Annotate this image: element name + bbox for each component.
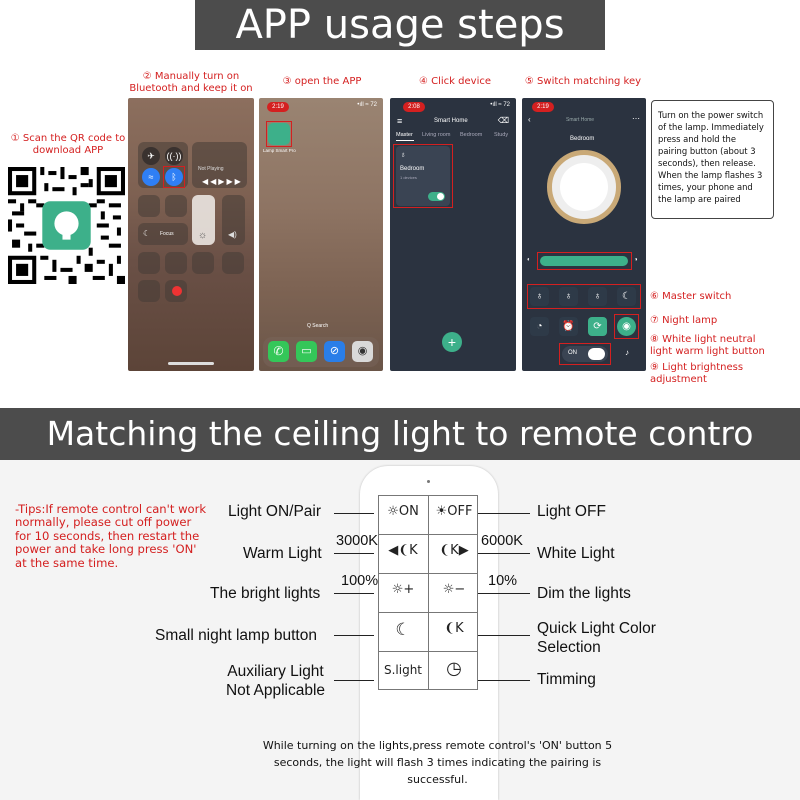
leader-light-off: [478, 513, 530, 514]
brightness-min-icon: ◐: [527, 257, 531, 263]
status-icons: •ıll ≈ 72: [357, 102, 377, 108]
cycle-button[interactable]: ⟳: [588, 317, 607, 336]
remote-off-button[interactable]: ☀OFF: [435, 504, 473, 519]
brightness-max-icon: ◑: [634, 257, 638, 263]
remote-white-button[interactable]: ❨K▶: [439, 543, 469, 558]
app-name: Lamp Smart Pro: [263, 148, 296, 153]
step1-label: ① Scan the QR code to download APP: [10, 133, 126, 156]
label-white-light: White Light: [537, 545, 615, 562]
status-icons: •ıll ≈ 72: [490, 102, 510, 108]
tag-6000k: 6000K: [481, 533, 523, 549]
phone-app-icon[interactable]: ✆: [268, 341, 289, 362]
label-color-selection: Quick Light Color Selection: [537, 620, 656, 656]
cellular-toggle[interactable]: ((·)): [165, 147, 183, 165]
home-indicator: [168, 362, 214, 365]
record-icon: [172, 286, 182, 296]
brightness-up-button[interactable]: ♁: [530, 287, 549, 306]
bluetooth-highlight: [163, 166, 185, 188]
remote-dim-button[interactable]: ☼−: [442, 582, 466, 597]
timer-button[interactable]: ⏰: [559, 317, 578, 336]
app-title: Smart Home: [434, 118, 468, 124]
phone-device-list: [390, 98, 516, 371]
bulb-icon: ♁: [400, 150, 406, 159]
tab-bedroom[interactable]: Bedroom: [460, 132, 483, 138]
remote-timer-button[interactable]: ◷: [446, 658, 462, 679]
timer-button[interactable]: [165, 252, 187, 274]
brightness-icon: ☼: [198, 230, 208, 241]
grid-divider-3: [378, 612, 478, 613]
brightness-mid-button[interactable]: ♁: [559, 287, 578, 306]
callout-light-button: ⑧ White light neutral light warm light button: [650, 334, 765, 357]
remote-night-button[interactable]: ☾: [395, 620, 411, 640]
grid-divider-4: [378, 651, 478, 652]
calculator-button[interactable]: [192, 252, 214, 274]
instructions-box: [651, 100, 774, 219]
callout-brightness: ⑨ Light brightness adjustment: [650, 362, 744, 385]
volume-icon: ◀): [228, 230, 237, 239]
color-temp-button[interactable]: ◔: [530, 317, 549, 336]
camera-button[interactable]: [222, 252, 244, 274]
flashlight-button[interactable]: [138, 252, 160, 274]
night-lamp-button[interactable]: ☾: [617, 287, 636, 306]
leader-light-on: [334, 513, 374, 514]
menu-icon[interactable]: ≡: [397, 116, 403, 126]
focus-icon: ☾: [143, 229, 151, 238]
status-time: 2:19: [267, 102, 289, 112]
leader-warm-light: [334, 553, 374, 554]
phone-control-center: [128, 98, 254, 371]
status-time: 2:08: [403, 102, 425, 112]
tag-10-percent: 10%: [488, 573, 518, 589]
label-timing: Timming: [537, 671, 596, 688]
airplane-mode-toggle[interactable]: ✈: [142, 147, 160, 165]
device-name: Bedroom: [400, 166, 425, 172]
search-pill[interactable]: Q Search: [307, 323, 329, 329]
rotation-lock-button[interactable]: [138, 195, 160, 217]
leader-dim-lights: [478, 593, 530, 594]
qr-code-image: [8, 167, 125, 284]
remote-slight-button[interactable]: S.light: [383, 663, 423, 677]
scan-code-button[interactable]: [138, 280, 160, 302]
remote-color-button[interactable]: ❨K: [444, 621, 464, 636]
tag-100-percent: 100%: [341, 573, 379, 589]
media-controls[interactable]: ◀◀▶▶▶: [202, 177, 243, 186]
leader-night-lamp: [334, 635, 374, 636]
callout-night-lamp: ⑦ Night lamp: [650, 315, 718, 326]
messages-app-icon[interactable]: ▭: [296, 341, 317, 362]
app-icon-highlight: [266, 121, 292, 147]
leader-white-light: [478, 553, 530, 554]
tag-3000k: 3000K: [336, 533, 378, 549]
step4-label: ④ Click device: [419, 76, 491, 87]
remote-bright-button[interactable]: ☼+: [391, 582, 415, 597]
callout-master-switch: ⑥ Master switch: [650, 291, 732, 302]
more-icon[interactable]: ⋯: [632, 114, 640, 123]
brightness-highlight: [537, 252, 632, 270]
remote-on-button[interactable]: ☼ON: [387, 504, 419, 519]
tab-study[interactable]: Study: [494, 132, 509, 138]
label-bright-lights: The bright lights: [210, 585, 321, 602]
top-banner: APP usage steps: [195, 0, 605, 50]
device-power-toggle-knob: [437, 193, 444, 200]
label-dim-lights: Dim the lights: [537, 585, 631, 602]
bluetooth-toggle[interactable]: ᛒ: [165, 168, 183, 186]
master-switch-highlight: [559, 343, 611, 365]
phone-home-screen: [259, 98, 383, 371]
label-light-on-pair: Light ON/Pair: [228, 503, 322, 520]
leader-auxiliary-light: [334, 680, 374, 681]
label-night-lamp: Small night lamp button: [155, 627, 317, 644]
back-icon[interactable]: ‹: [528, 115, 531, 124]
step2-label: ② Manually turn on Bluetooth and keep it on: [129, 71, 253, 94]
clear-icon[interactable]: ⌫: [497, 116, 509, 125]
tab-living-room[interactable]: Living room: [422, 132, 451, 138]
camera-app-icon[interactable]: ◉: [352, 341, 373, 362]
on-label: ON: [568, 350, 577, 356]
remote-warm-button[interactable]: ◀❨K: [388, 543, 418, 558]
instructions-text: Turn on the power switch of the lamp. Immediately press and hold the pairing button (about 3 seconds), then release. When the lamp flashes 3 times, your phone and the lamp are paired: [658, 110, 764, 204]
leader-timing: [478, 680, 530, 681]
control-row-highlight: [527, 284, 641, 309]
qr-code[interactable]: [8, 167, 125, 284]
phone-device-control: [522, 98, 646, 371]
tab-master-underline: [396, 140, 414, 141]
tips-text: -Tips:If remote control can't work normally, please cut off power for 10 seconds, then restart the power and take long press 'ON' at the same time.: [15, 502, 207, 570]
screen-mirror-button[interactable]: [165, 195, 187, 217]
remote-led: [427, 480, 430, 483]
label-auxiliary-light: Auxiliary Light Not Applicable: [225, 663, 326, 699]
leader-color-selection: [478, 635, 530, 636]
grid-divider-1: [378, 534, 478, 535]
label-light-off: Light OFF: [537, 503, 606, 520]
label-warm-light: Warm Light: [243, 545, 322, 562]
room-name: Bedroom: [570, 136, 595, 142]
device-count: 1 devices: [400, 175, 417, 180]
now-playing-text: Not Playing: [198, 166, 224, 172]
add-device-button[interactable]: +: [442, 332, 462, 352]
step3-label: ③ open the APP: [282, 76, 362, 87]
tab-master[interactable]: Master: [396, 132, 413, 138]
wifi-toggle[interactable]: ≈: [142, 168, 160, 186]
status-time: 2:19: [532, 102, 554, 112]
bottom-banner: Matching the ceiling light to remote contro: [0, 408, 800, 460]
dial-center: [560, 163, 608, 211]
brightness-down-button[interactable]: ♁: [588, 287, 607, 306]
app-title: Smart Home: [566, 117, 595, 123]
mic-icon[interactable]: ♪: [625, 348, 629, 357]
focus-label: Focus: [160, 231, 174, 237]
footer-note: While turning on the lights,press remote control's 'ON' button 5 seconds, the light will flash 3 times indicating the pairing is successful.: [262, 739, 613, 786]
leader-bright-lights: [334, 593, 374, 594]
safari-app-icon[interactable]: ⊘: [324, 341, 345, 362]
scene-button[interactable]: ◉: [617, 317, 636, 336]
grid-divider-2: [378, 573, 478, 574]
step5-label: ⑤ Switch matching key: [524, 76, 642, 87]
scene-highlight: [614, 314, 639, 339]
